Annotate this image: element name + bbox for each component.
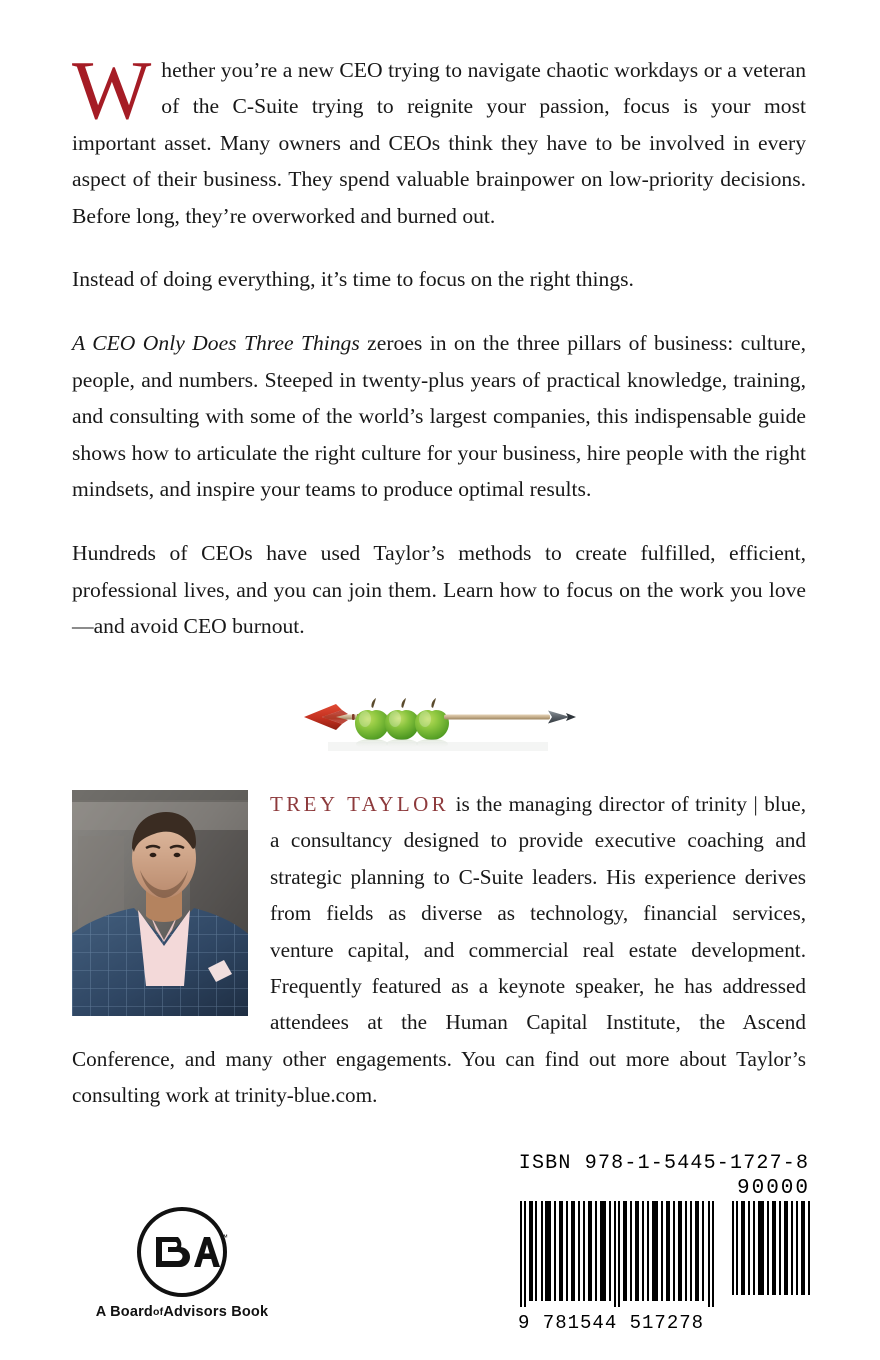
blurb-paragraph-1 <box>72 44 806 234</box>
blurb-text-block <box>72 44 806 645</box>
arrow-through-apples-ornament <box>298 686 582 758</box>
addon5-barcode <box>730 1201 810 1295</box>
author-portrait-photo <box>72 790 248 1016</box>
barcode-addon-price-code: 90000 <box>736 1177 810 1200</box>
ba-monogram-icon <box>136 1206 228 1298</box>
portrait-image <box>72 790 248 1016</box>
publisher-tagline <box>62 1304 302 1320</box>
blurb-paragraph-1-text: hether you’re a new CEO trying to navigate chaotic workdays or a veteran of the C-Suite trying to reignite your passion, focus is your most important asset. Many owners and CEOs think they have to be involved in every aspect of their business. They spend valuable brainpower on low-priority decisions. Before long, they’re overworked and burned out. <box>72 58 806 228</box>
board-of-advisors-logo-icon <box>136 1206 228 1298</box>
author-name: TREY TAYLOR <box>270 792 450 816</box>
tagline-book: Book <box>231 1304 269 1320</box>
ean13-barcode <box>518 1201 718 1334</box>
author-bio-body: is the managing director of trinity | blue, a consultancy designed to provide executive coaching and strategic planning to C-Suite leaders. His experience derives from fields as diverse as technology, financial services, venture capital, and commercial real estate development. Frequently featured as a keynote speaker, he has addressed attendees at the Human Capital Institute, the Ascend Conference, and many other engagements. You can find out more about Taylor’s consulting work at trinity-blue.com. <box>72 792 806 1108</box>
tagline-advisors: Advisors <box>163 1304 227 1320</box>
blurb-paragraph-2: Instead of doing everything, it’s time to focus on the right things. <box>72 267 634 292</box>
tagline-a: A <box>95 1304 111 1320</box>
tagline-of: of <box>153 1306 164 1318</box>
apples-arrow-icon <box>298 686 582 758</box>
blurb-paragraph-4: Hundreds of CEOs have used Taylor’s methods to create fulfilled, efficient, professional lives, and you can join them. Learn how to focus on the work you love—and avoid CEO burnout. <box>72 541 806 639</box>
author-bio-block <box>72 786 806 1114</box>
isbn-number-text: ISBN 978-1-5445-1727-8 <box>518 1152 810 1175</box>
trademark-symbol: ™ <box>220 1233 228 1242</box>
ean13-bars <box>518 1201 718 1313</box>
blurb-paragraph-3-text: zeroes in on the three pillars of business: culture, people, and numbers. Steeped in twenty-plus years of practical knowledge, training, and consulting with some of the world’s largest companies, this indispensable guide shows how to articulate the right culture for your business, hire people with the right mindsets, and inspire your teams to produce optimal results. <box>72 331 806 502</box>
tagline-board: Board <box>110 1304 153 1320</box>
ean13-human-readable-digits: 9 781544 517278 <box>518 1312 705 1334</box>
book-title-italic: A CEO Only Does Three Things <box>72 331 360 356</box>
addon5-bars <box>730 1201 810 1295</box>
isbn-barcode-block <box>518 1152 810 1334</box>
drop-cap-letter: W <box>72 44 152 137</box>
blurb-paragraph-3 <box>72 325 806 507</box>
publisher-logo-block <box>62 1206 302 1320</box>
